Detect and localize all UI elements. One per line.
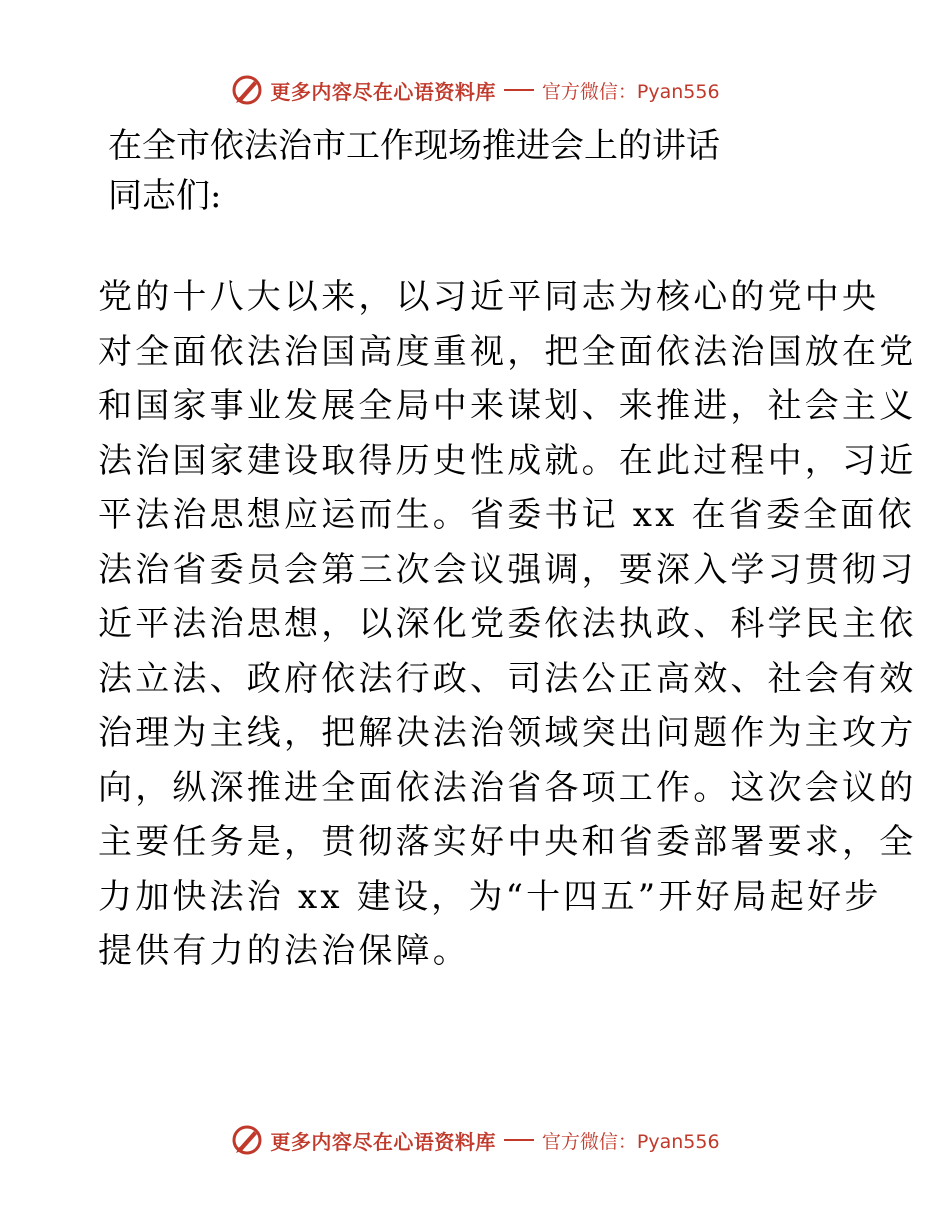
pen-logo-icon (230, 1123, 264, 1157)
paragraph-line: 法立法、政府依法行政、司法公正高效、社会有效 (98, 658, 917, 699)
banner-wechat-text: 官方微信：Pyan556 (541, 80, 720, 103)
body-paragraph (98, 270, 917, 979)
paragraph-line: 提供有力的法治保障。 (98, 931, 470, 971)
salutation: 同志们: (108, 176, 222, 216)
banner-main-text: 更多内容尽在心语资料库 (270, 79, 496, 104)
paragraph-line: 向，纵深推进全面依法治省各项工作。这次会议的 (98, 767, 917, 808)
footer-banner (0, 1120, 950, 1160)
paragraph-line: 治理为主线，把解决法治领域突出问题作为主攻方 (98, 713, 917, 753)
header-banner (0, 70, 950, 110)
paragraph-line: 力加快法治 xx 建设，为“十四五”开好局起好步 (98, 876, 882, 917)
document-title: 在全市依法治市工作现场推进会上的讲话 (108, 126, 720, 166)
banner-wechat-text: 官方微信：Pyan556 (541, 1130, 720, 1153)
banner-dash (504, 1139, 534, 1141)
paragraph-line: 对全面依法治国高度重视，把全面依法治国放在党 (98, 331, 917, 372)
paragraph-line: 主要任务是，贯彻落实好中央和省委部署要求，全 (98, 822, 917, 862)
paragraph-line: 平法治思想应运而生。省委书记 xx 在省委全面依 (98, 495, 915, 535)
paragraph-line: 近平法治思想，以深化党委依法执政、科学民主依 (98, 604, 917, 644)
pen-logo-icon (230, 73, 264, 107)
paragraph-line: 法治国家建设取得历史性成就。在此过程中，习近 (98, 440, 917, 481)
paragraph-line: 法治省委员会第三次会议强调，要深入学习贯彻习 (98, 549, 917, 590)
banner-main-text: 更多内容尽在心语资料库 (270, 1129, 496, 1154)
banner-dash (504, 89, 534, 91)
paragraph-line: 和国家事业发展全局中来谋划、来推进，社会主义 (98, 386, 917, 426)
paragraph-line: 党的十八大以来，以习近平同志为核心的党中央 (98, 277, 880, 317)
